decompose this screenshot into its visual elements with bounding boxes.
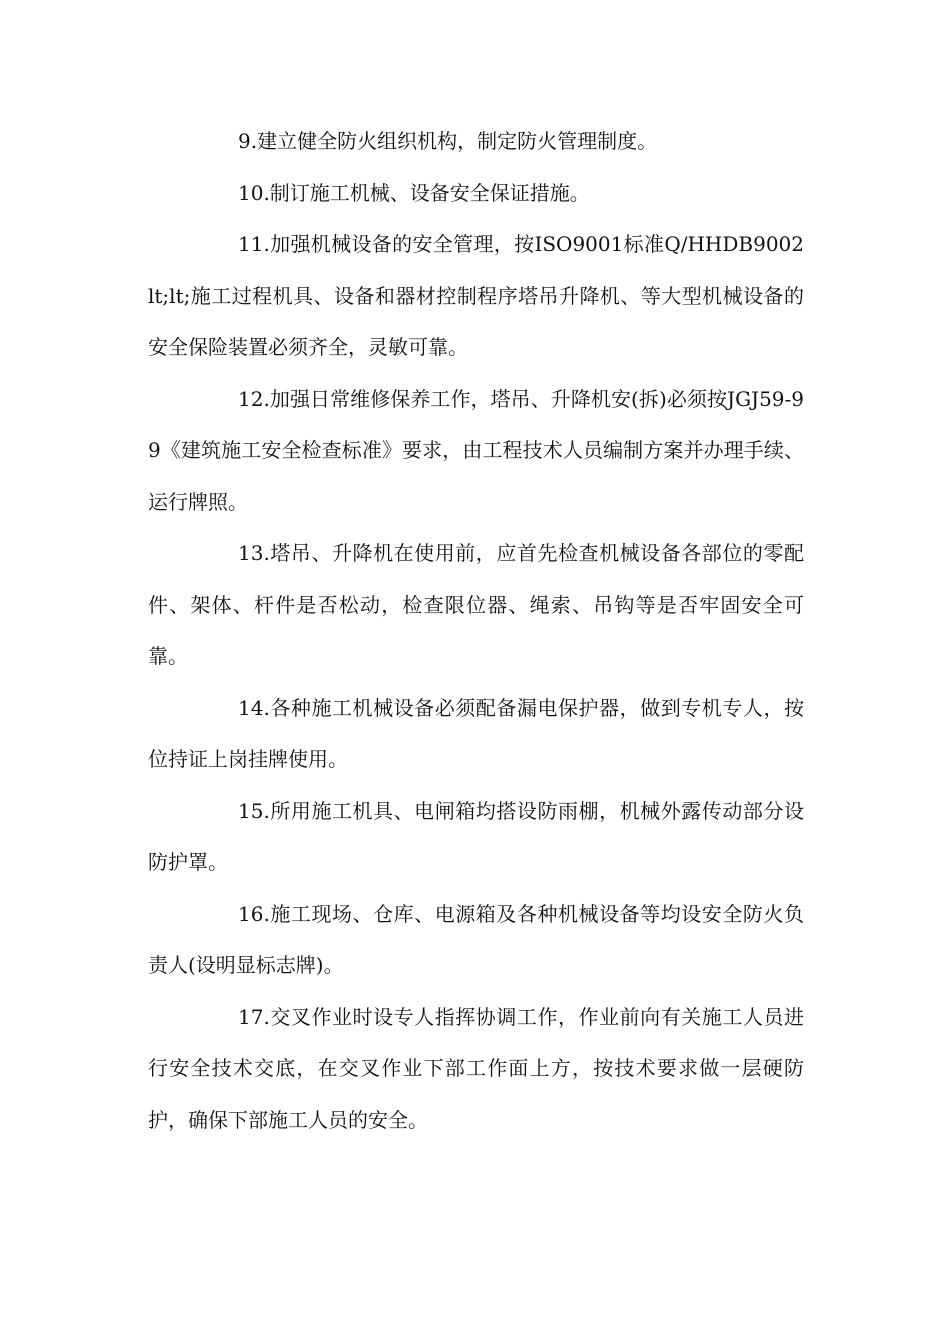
paragraph-15: 15.所用施工机具、电闸箱均搭设防雨棚，机械外露传动部分设防护罩。 [148,798,804,874]
document-body [148,116,804,1146]
paragraph-13: 13.塔吊、升降机在使用前，应首先检查机械设备各部位的零配件、架体、杆件是否松动，检查限位器、绳索、吊钩等是否牢固安全可靠。 [148,541,804,668]
paragraph-9: 9.建立健全防火组织机构，制定防火管理制度。 [238,129,658,153]
paragraph-16: 16.施工现场、仓库、电源箱及各种机械设备等均设安全防火负责人(设明显标志牌)。 [148,901,804,977]
paragraph-14: 14.各种施工机械设备必须配备漏电保护器，做到专机专人，按位持证上岗挂牌使用。 [148,695,804,771]
paragraph-10: 10.制订施工机械、设备安全保证措施。 [238,180,590,205]
paragraph-12: 12.加强日常维修保养工作，塔吊、升降机安(拆)必须按JGJ59-99《建筑施工安全检查标准》要求，由工程技术人员编制方案并办理手续、运行牌照。 [148,386,804,514]
paragraph-11: 11.加强机械设备的安全管理，按ISO9001标准Q/HHDB9002lt;lt;施工过程机具、设备和器材控制程序塔吊升降机、等大型机械设备的安全保险装置必须齐全，灵敏可靠。 [148,232,804,359]
paragraph-17: 17.交叉作业时设专人指挥协调工作，作业前向有关施工人员进行安全技术交底，在交叉作业下部工作面上方，按技术要求做一层硬防护，确保下部施工人员的安全。 [148,1004,804,1132]
